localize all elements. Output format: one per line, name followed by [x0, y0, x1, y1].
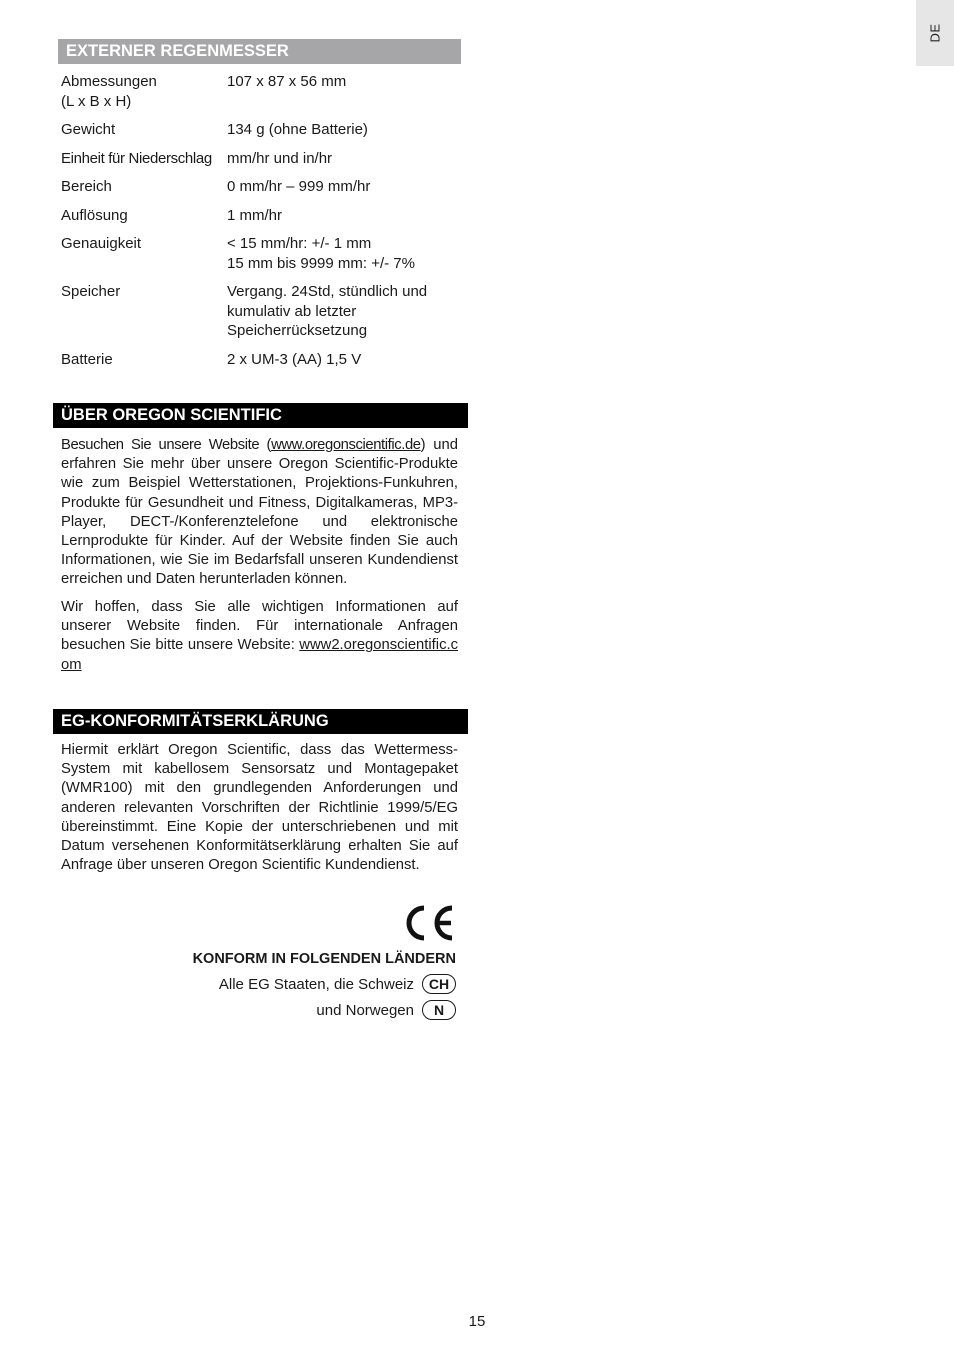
- spec-label: Abmessungen (L x B x H): [61, 73, 157, 110]
- rain-gauge-spec-table: [61, 72, 461, 378]
- spec-row-weight: [61, 120, 461, 140]
- countries-line-2-text: und Norwegen: [316, 1001, 414, 1019]
- spec-label: Speicher: [61, 283, 121, 300]
- spec-label: Gewicht: [61, 121, 116, 138]
- about-heading: ÜBER OREGON SCIENTIFIC: [53, 403, 468, 428]
- switzerland-badge: CH: [422, 974, 456, 994]
- countries-heading: KONFORM IN FOLGENDEN LÄNDERN: [192, 951, 456, 967]
- spec-label: Genauigkeit: [61, 235, 142, 252]
- countries-line-1-text: Alle EG Staaten, die Schweiz: [218, 975, 414, 993]
- spec-value: Vergang. 24Std, stündlich und kumulativ ab letzter Speicherrücksetzung: [227, 283, 428, 339]
- spec-row-range: [61, 177, 461, 197]
- spec-value: 134 g (ohne Batterie): [227, 121, 368, 138]
- countries-line-eu-ch: [219, 974, 456, 994]
- spec-row-unit: [61, 149, 461, 169]
- conformity-paragraph: Hiermit erklärt Oregon Scientific, dass das Wettermess-System mit kabellosem Sensorsatz und Montagepaket (WMR100) mit den grundlegenden Anforderungen und anderen relevanten Vorschriften der Richtlinie 1999/5/EG übereinstimmt. Eine Kopie der unterschriebenen und mit Datum versehenen Konformitätserklärung erhalten Sie auf Anfrage über unseren Oregon Scientific Kundendienst.: [61, 742, 458, 874]
- spec-label: Batterie: [61, 350, 113, 368]
- page-number: 15: [468, 1313, 486, 1330]
- language-tab: [916, 0, 954, 66]
- about-p1-text-after: ) und erfahren Sie mehr über unsere Oregon Scientific-Produkte wie zum Beispiel Wetterstationen, Projektions-Funkuhren, Produkte für Gesundheit und Fitness, Digitalkameras, MP3-Player, DECT-/Konferenztelefone und elektronische Lernprodukte für Kinder. Auf der Website finden Sie auch Informationen, wie Sie im Bedarfsfall unseren Kundendienst erreichen und Daten herunterladen können.: [61, 437, 458, 588]
- spec-value: 0 mm/hr – 999 mm/hr: [227, 178, 371, 195]
- spec-value: 1 mm/hr: [227, 206, 283, 224]
- language-tab-label: DE: [927, 23, 943, 43]
- about-p2-text: Wir hoffen, dass Sie alle wichtigen Informationen auf unserer Website finden. Für internationale Anfragen besuchen Sie bitte unsere Website:: [61, 599, 458, 654]
- about-paragraph-2: [61, 598, 458, 675]
- norway-badge: N: [422, 1000, 456, 1020]
- about-paragraph-1: [61, 436, 458, 590]
- spec-row-battery: [61, 350, 461, 370]
- ce-mark-icon: [402, 904, 456, 942]
- spec-value: < 15 mm/hr: +/- 1 mm 15 mm bis 9999 mm: +/- 7%: [227, 235, 415, 272]
- spec-label: Auflösung: [61, 206, 128, 224]
- oregon-de-link[interactable]: www.oregonscientific.de: [271, 437, 421, 453]
- spec-row-memory: [61, 282, 461, 341]
- spec-value: 2 x UM-3 (AA) 1,5 V: [227, 350, 362, 368]
- rain-gauge-heading: EXTERNER REGENMESSER: [58, 39, 461, 64]
- spec-label: Bereich: [61, 178, 112, 195]
- about-p1-text-before: Besuchen Sie unsere Website (: [61, 437, 272, 453]
- conformity-heading: EG-KONFORMITÄTSERKLÄRUNG: [53, 709, 468, 734]
- oregon-international-link[interactable]: www2.oregonscientific.com: [61, 637, 458, 673]
- spec-row-resolution: [61, 206, 461, 226]
- spec-label: Einheit für Niederschlag: [61, 149, 212, 167]
- spec-row-accuracy: [61, 234, 461, 273]
- countries-line-norway: [316, 1000, 456, 1020]
- spec-value: 107 x 87 x 56 mm: [227, 73, 347, 90]
- spec-row-dimensions: [61, 72, 461, 111]
- spec-value: mm/hr und in/hr: [227, 149, 333, 167]
